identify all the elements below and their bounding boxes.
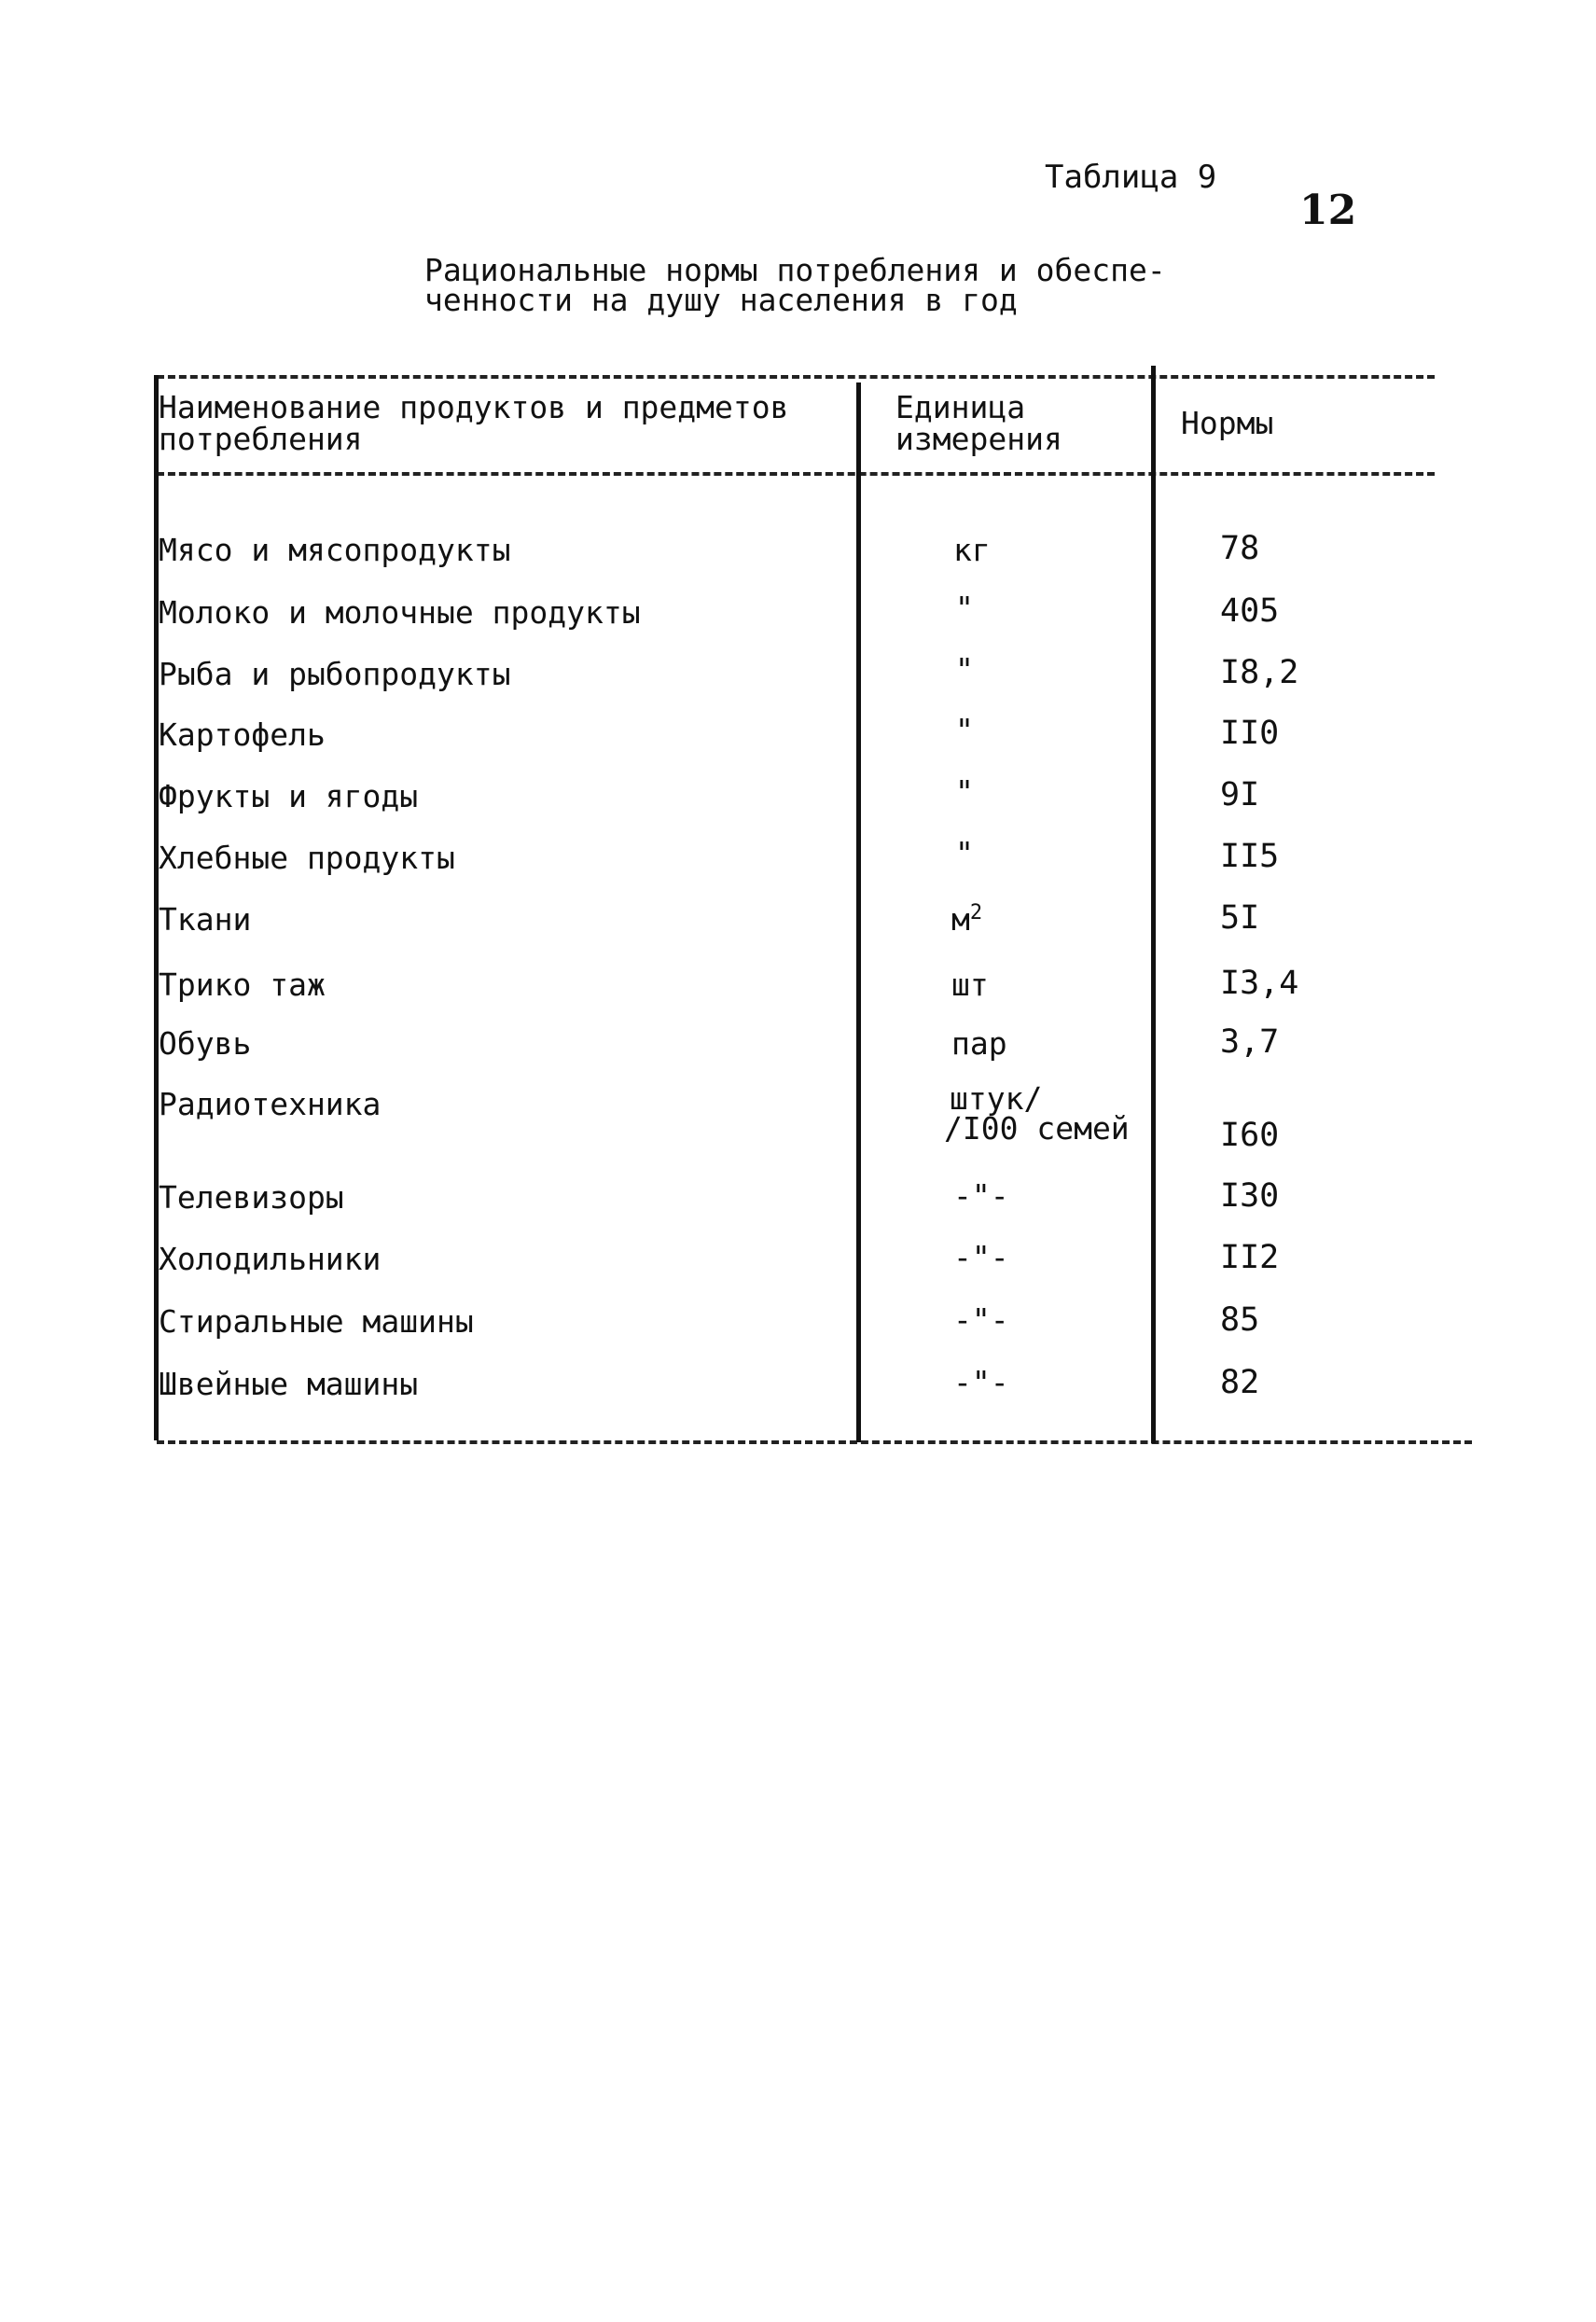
header-name <box>159 389 789 457</box>
row-unit: -"- <box>953 1239 1009 1275</box>
header-norm: Нормы <box>1181 405 1274 441</box>
row-name: Мясо и мясопродукты <box>159 532 511 568</box>
row-norm: I8,2 <box>1220 654 1299 691</box>
row-name: Телевизоры <box>159 1179 344 1216</box>
unit-superscript: 2 <box>969 901 983 925</box>
table-label: Таблица 9 <box>1045 159 1217 196</box>
unit-base: м <box>951 901 970 938</box>
table-top-rule <box>157 375 1435 379</box>
page-number: 12 <box>1299 187 1357 234</box>
table-title-line-2: ченности на душу населения в год <box>424 282 1018 318</box>
row-norm: 78 <box>1220 530 1260 567</box>
row-name: Швейные машины <box>159 1366 419 1402</box>
row-unit: -"- <box>953 1177 1009 1214</box>
header-bottom-rule <box>157 472 1435 476</box>
row-unit: " <box>955 835 974 871</box>
header-unit-line-1: Единица <box>895 389 1026 425</box>
row-name: Трико таж <box>159 966 326 1003</box>
unit-line-2: /I00 семей <box>944 1110 1130 1147</box>
row-norm: 5I <box>1220 899 1260 937</box>
row-norm: 3,7 <box>1220 1023 1280 1061</box>
row-unit <box>951 901 982 938</box>
table-bottom-rule <box>157 1440 1472 1444</box>
row-norm: 82 <box>1220 1364 1260 1401</box>
header-unit-line-2: измерения <box>895 421 1062 457</box>
header-name-line-2: потребления <box>159 421 363 457</box>
row-norm: II5 <box>1220 838 1280 875</box>
row-name: Рыба и рыбопродукты <box>159 656 511 692</box>
row-norm: I60 <box>1220 1117 1280 1154</box>
row-norm: II0 <box>1220 715 1280 752</box>
header-unit <box>895 389 1062 457</box>
row-name: Картофель <box>159 716 326 753</box>
row-norm: 85 <box>1220 1301 1260 1339</box>
row-name: Фрукты и ягоды <box>159 778 419 814</box>
row-name: Обувь <box>159 1025 252 1062</box>
row-norm: I30 <box>1220 1177 1280 1215</box>
row-unit: " <box>955 712 974 748</box>
column-divider-1 <box>856 382 861 1442</box>
unit-line-1: штук/ <box>950 1080 1043 1117</box>
row-unit: " <box>955 773 974 810</box>
row-name: Хлебные продукты <box>159 840 455 876</box>
row-unit: пар <box>951 1025 1007 1062</box>
row-name: Радиотехника <box>159 1086 382 1122</box>
row-norm: 9I <box>1220 776 1260 813</box>
header-name-line-1: Наименование продуктов и предметов <box>159 389 789 425</box>
table-title-line-1: Рациональные нормы потребления и обеспе- <box>424 252 1166 288</box>
row-norm: II2 <box>1220 1239 1280 1276</box>
row-unit: шт <box>951 966 989 1003</box>
column-divider-2 <box>1151 366 1156 1443</box>
row-name: Молоко и молочные продукты <box>159 594 641 631</box>
row-name: Стиральные машины <box>159 1303 474 1340</box>
row-norm: I3,4 <box>1220 965 1299 1002</box>
row-unit: -"- <box>953 1364 1009 1400</box>
row-unit: " <box>955 590 974 626</box>
row-norm: 405 <box>1220 592 1280 630</box>
row-name: Ткани <box>159 901 252 938</box>
row-unit: " <box>955 651 974 688</box>
row-unit: -"- <box>953 1301 1009 1338</box>
row-unit <box>944 1080 1130 1147</box>
row-unit: кг <box>953 532 991 568</box>
row-name: Холодильники <box>159 1241 382 1277</box>
